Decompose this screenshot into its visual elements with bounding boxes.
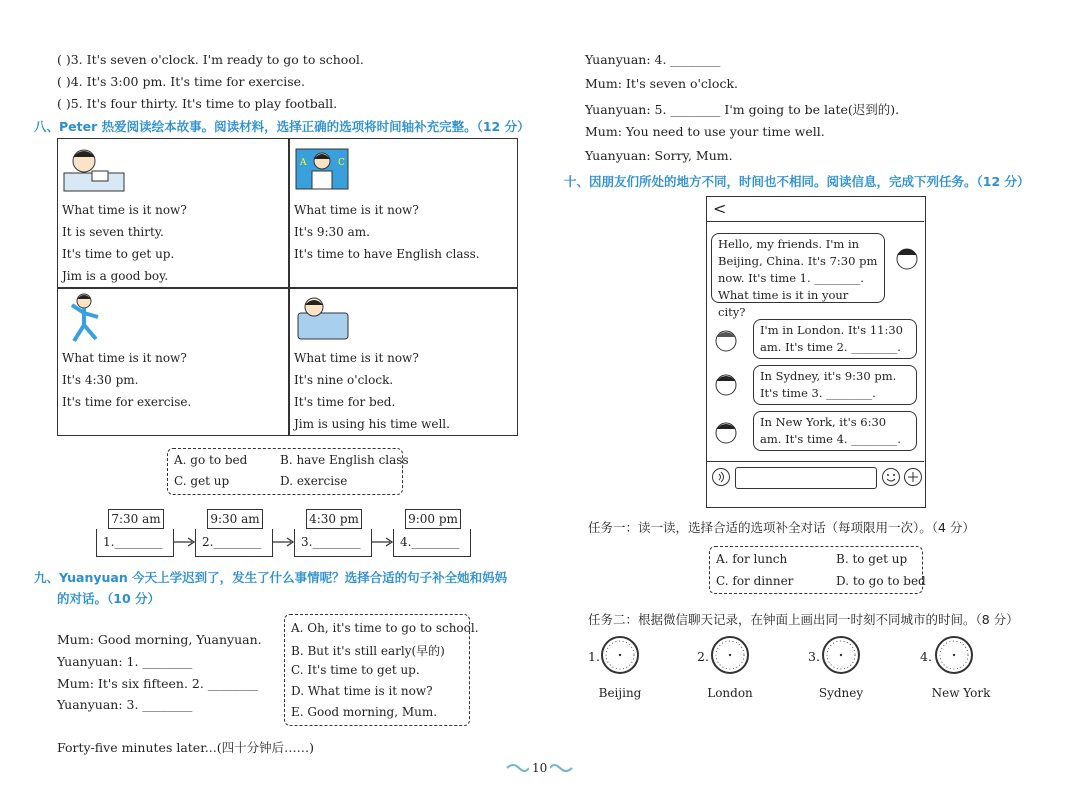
- svg-text:C: C: [338, 158, 345, 168]
- clock-city-2: London: [707, 686, 753, 700]
- dialogue-line-7: Yuanyuan: 5. ________ I'm going to be late(迟到的).: [585, 102, 900, 117]
- clock-face-icon[interactable]: [600, 635, 640, 675]
- timeline-blank-2: 2.________: [202, 535, 262, 549]
- option9-c: C. It's time to get up.: [291, 663, 420, 677]
- cell3-line2: It's 4:30 pm.: [62, 373, 139, 387]
- section-8-title: 八、Peter 热爱阅读绘本故事。阅读材料，选择正确的选项将时间轴补充完整。（12 分）: [34, 119, 530, 134]
- message-input[interactable]: [735, 467, 877, 489]
- section-10-title: 十、因朋友们所处的地方不同，时间也不相同。阅读信息，完成下列任务。（12 分）: [564, 174, 1030, 189]
- clock-face-icon[interactable]: [821, 635, 861, 675]
- option10-b: B. to get up: [836, 552, 908, 566]
- input-bar-divider: [707, 461, 924, 462]
- task-1-title: 任务一：读一读，选择合适的选项补全对话（每项限用一次）。（4 分）: [588, 520, 975, 535]
- clock-number-3: 3.: [808, 649, 820, 664]
- message-beijing: Hello, my friends. I'm in Beijing, China. It's 7:30 pm now. It's time 1. ________. What time is it in your city?: [711, 233, 885, 303]
- timeline-time-3: 4:30 pm: [306, 509, 362, 529]
- clock-city-4: New York: [931, 686, 991, 700]
- dialogue-line-1: Mum: Good morning, Yuanyuan.: [57, 632, 262, 647]
- clock-city-1: Beijing: [598, 686, 642, 700]
- question-3: ( )3. It's seven o'clock. I'm ready to go to school.: [57, 52, 364, 67]
- boy-waking-icon: [62, 143, 126, 195]
- later-note: Forty-five minutes later...(四十分钟后……): [57, 740, 314, 755]
- clock-number-2: 2.: [697, 649, 709, 664]
- voice-icon[interactable]: [711, 467, 731, 487]
- timeline-blank-3: 3.________: [301, 535, 361, 549]
- option8-a: A. go to bed: [174, 453, 248, 467]
- options-box-8: [167, 448, 409, 495]
- dialogue-line-3: Mum: It's six fifteen. 2. ________: [57, 676, 258, 691]
- avatar-beijing-icon: [893, 243, 921, 273]
- timeline-time-1: 7:30 am: [108, 509, 164, 529]
- cell2-line2: It's 9:30 am.: [294, 225, 370, 239]
- timeline-blank-1: 1.________: [103, 535, 163, 549]
- message-newyork: In New York, it's 6:30 am. It's time 4. ________.: [753, 411, 917, 451]
- avatar-london-icon: [711, 325, 741, 355]
- ornament-right-icon: [550, 762, 574, 774]
- option8-d: D. exercise: [280, 474, 348, 488]
- dialogue-line-6: Mum: It's seven o'clock.: [585, 76, 739, 91]
- option10-a: A. for lunch: [716, 552, 788, 566]
- timeline-arrows: [174, 536, 396, 548]
- option10-d: D. to go to bed: [836, 574, 926, 588]
- ornament-left-icon: [505, 762, 529, 774]
- option10-c: C. for dinner: [716, 574, 794, 588]
- timeline-blank-4: 4.________: [400, 535, 460, 549]
- question-5: ( )5. It's four thirty. It's time to play football.: [57, 96, 338, 111]
- dialogue-line-9: Yuanyuan: Sorry, Mum.: [585, 148, 733, 163]
- svg-text:A: A: [300, 158, 307, 168]
- option9-d: D. What time is it now?: [291, 684, 433, 698]
- clock-face-icon[interactable]: [934, 635, 974, 675]
- emoji-icon[interactable]: [881, 467, 901, 487]
- cell4-line2: It's nine o'clock.: [294, 373, 394, 387]
- timeline-time-2: 9:30 am: [207, 509, 263, 529]
- cell2-line3: It's time to have English class.: [294, 247, 480, 261]
- back-icon[interactable]: <: [713, 199, 727, 218]
- cell3-line1: What time is it now?: [62, 351, 187, 365]
- add-icon[interactable]: [903, 467, 923, 487]
- cell4-line3: It's time for bed.: [294, 395, 396, 409]
- dialogue-line-4: Yuanyuan: 3. ________: [57, 697, 193, 712]
- clock-city-3: Sydney: [818, 686, 864, 700]
- clock-number-4: 4.: [920, 649, 932, 664]
- options-box-10: [709, 546, 926, 594]
- avatar-sydney-icon: [711, 369, 741, 399]
- option9-e: E. Good morning, Mum.: [291, 705, 438, 719]
- dialogue-line-5: Yuanyuan: 4. ________: [585, 52, 721, 67]
- options-box-9: [284, 614, 479, 726]
- story-grid: [57, 138, 518, 436]
- cell4-line1: What time is it now?: [294, 351, 419, 365]
- cell4-line4: Jim is using his time well.: [294, 417, 450, 431]
- cell3-line3: It's time for exercise.: [62, 395, 192, 409]
- timeline-slot-4: [393, 529, 471, 557]
- clock-face-icon[interactable]: [710, 635, 750, 675]
- page-number: 10: [532, 761, 548, 775]
- timeline-time-4: 9:00 pm: [405, 509, 461, 529]
- message-sydney: In Sydney, it's 9:30 pm. It's time 3. ________.: [753, 365, 917, 405]
- chat-header-divider: [707, 221, 924, 222]
- cell1-line3: It's time to get up.: [62, 247, 175, 261]
- cell1-line1: What time is it now?: [62, 203, 187, 217]
- section-9-title-line1: 九、Yuanyuan 今天上学迟到了，发生了什么事情呢？选择合适的句子补全她和妈妈: [34, 570, 508, 585]
- cell1-line2: It is seven thirty.: [62, 225, 164, 239]
- chat-phone: [706, 196, 926, 508]
- dialogue-line-2: Yuanyuan: 1. ________: [57, 654, 193, 669]
- clock-number-1: 1.: [588, 649, 600, 664]
- option8-b: B. have English class: [280, 453, 409, 467]
- section-9-title-line2: 的对话。（10 分）: [57, 591, 160, 606]
- timeline-slot-1: [96, 529, 174, 557]
- cell2-line1: What time is it now?: [294, 203, 419, 217]
- option9-a: A. Oh, it's time to go to school.: [291, 621, 479, 635]
- message-london: I'm in London. It's 11:30 am. It's time 2. ________.: [753, 319, 917, 359]
- question-4: ( )4. It's 3:00 pm. It's time for exercise.: [57, 74, 305, 89]
- task-2-title: 任务二：根据微信聊天记录，在钟面上画出同一时刻不同城市的时间。（8 分）: [588, 612, 1019, 627]
- sleeping-icon: [294, 291, 354, 346]
- exercise-icon: [62, 291, 112, 346]
- dialogue-line-8: Mum: You need to use your time well.: [585, 124, 825, 139]
- option9-b: B. But it's still early(早的): [291, 644, 445, 658]
- option8-c: C. get up: [174, 474, 230, 488]
- teacher-icon: [294, 143, 354, 195]
- cell1-line4: Jim is a good boy.: [62, 269, 169, 283]
- avatar-newyork-icon: [711, 417, 741, 447]
